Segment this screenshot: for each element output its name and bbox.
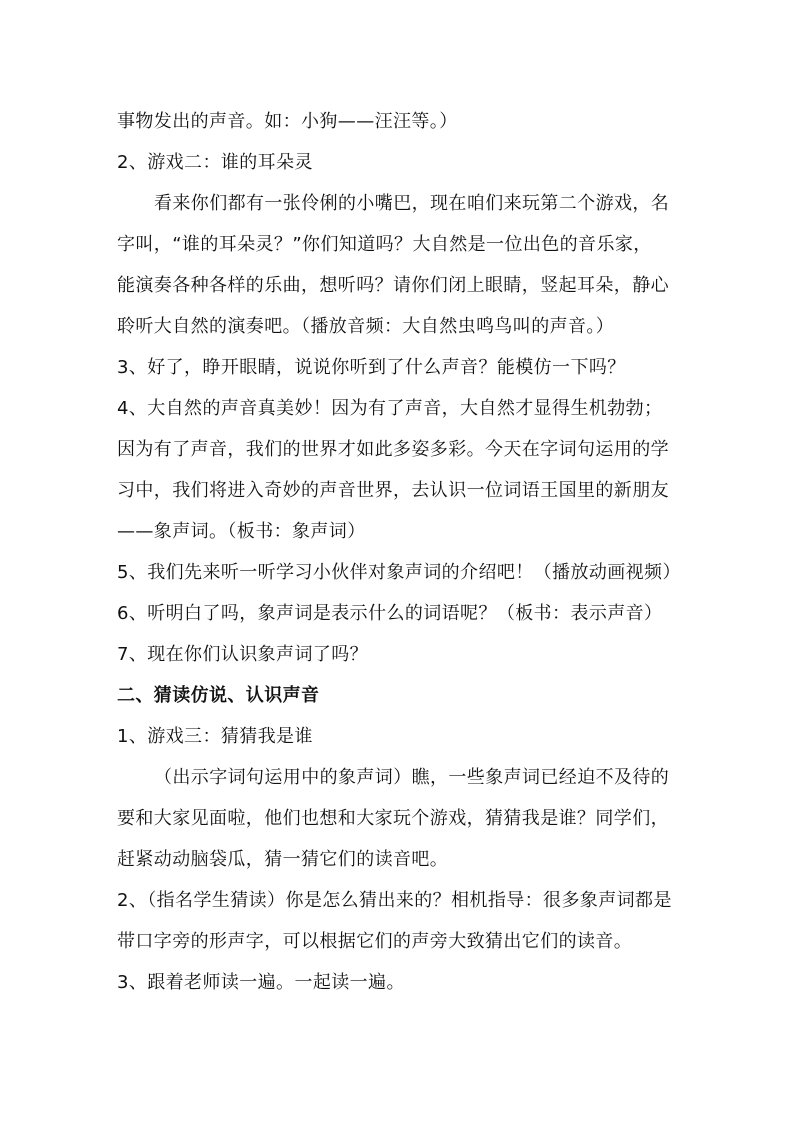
text-line: （出示字词句运用中的象声词）瞧，一些象声词已经迫不及待的 bbox=[154, 767, 670, 788]
text-line: 能演奏各种各样的乐曲，想听吗？请你们闭上眼睛，竖起耳朵，静心 bbox=[117, 275, 669, 296]
text-line: 看来你们都有一张伶俐的小嘴巴，现在咱们来玩第二个游戏，名 bbox=[154, 193, 670, 214]
text-line: 6、听明白了吗，象声词是表示什么的词语呢？（板书：表示声音） bbox=[117, 603, 663, 624]
text-line: 要和大家见面啦，他们也想和大家玩个游戏，猜猜我是谁？同学们， bbox=[117, 808, 669, 829]
text-line: 2、（指名学生猜读）你是怎么猜出来的？相机指导：很多象声词都是 bbox=[117, 890, 672, 911]
text-line: 习中，我们将进入奇妙的声音世界，去认识一位词语王国里的新朋友 bbox=[117, 480, 669, 501]
text-line: 赶紧动动脑袋瓜，猜一猜它们的读音吧。 bbox=[117, 849, 449, 870]
text-line: 3、好了，睁开眼睛，说说你听到了什么声音？能模仿一下吗？ bbox=[117, 357, 626, 378]
text-line: 7、现在你们认识象声词了吗？ bbox=[117, 644, 369, 665]
text-line: 4、大自然的声音真美妙！因为有了声音，大自然才显得生机勃勃； bbox=[117, 398, 663, 419]
text-line: 2、游戏二：谁的耳朵灵 bbox=[117, 152, 313, 173]
document-body bbox=[117, 101, 681, 1003]
text-line: 1、游戏三：猜猜我是谁 bbox=[117, 726, 313, 747]
text-line: 事物发出的声音。如：小狗——汪汪等。） bbox=[117, 111, 458, 132]
text-line: 字叫，“谁的耳朵灵？”你们知道吗？大自然是一位出色的音乐家， bbox=[117, 234, 652, 255]
text-line: 因为有了声音，我们的世界才如此多姿多彩。今天在字词句运用的学 bbox=[117, 439, 669, 460]
text-line: 5、我们先来听一听学习小伙伴对象声词的介绍吧！（播放动画视频） bbox=[117, 562, 681, 583]
text-line: 带口字旁的形声字，可以根据它们的声旁大致猜出它们的读音。 bbox=[117, 931, 633, 952]
text-line: 聆听大自然的演奏吧。（播放音频：大自然虫鸣鸟叫的声音。） bbox=[117, 316, 615, 337]
section-heading: 二、猜读仿说、认识声音 bbox=[117, 685, 320, 706]
text-line: ——象声词。（板书：象声词） bbox=[117, 521, 366, 542]
text-line: 3、跟着老师读一遍。一起读一遍。 bbox=[117, 972, 405, 993]
